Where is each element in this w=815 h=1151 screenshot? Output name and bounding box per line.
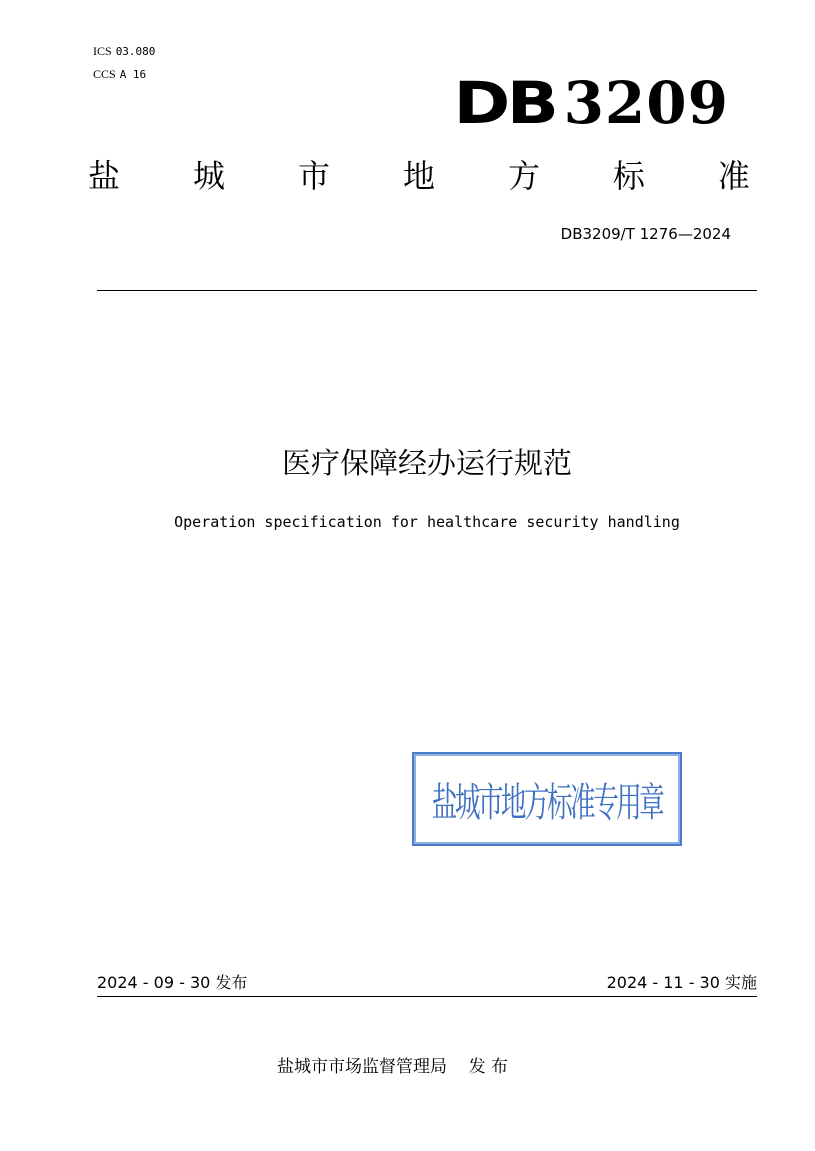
standard-type-title: [88, 156, 750, 196]
implementation-date: 2024 - 11 - 30 实施: [606, 973, 757, 992]
standard-type-char: 城: [192, 157, 225, 195]
standard-type-char: 市: [297, 157, 330, 195]
official-stamp: [412, 752, 682, 846]
standard-type-char: 盐: [88, 157, 121, 195]
issuing-authority: 盐城市市场监督管理局 发 布: [277, 1057, 509, 1077]
db-logo-number: 3209: [563, 69, 729, 137]
standard-number: DB3209/T 1276—2024: [560, 225, 731, 243]
issue-date: 2024 - 09 - 30 发布: [97, 973, 248, 992]
standard-type-char: 标: [612, 157, 645, 195]
standard-type-char: 准: [717, 157, 750, 195]
top-divider: [97, 290, 757, 291]
bottom-divider: [97, 996, 757, 997]
document-title-en: Operation specification for healthcare security handling: [174, 513, 680, 531]
ics-line: [93, 40, 155, 63]
db-logo: [453, 68, 729, 137]
ccs-code: A 16: [119, 68, 147, 81]
standard-type-char: 地: [402, 157, 435, 195]
db-logo-prefix: DB: [453, 69, 556, 137]
ics-code: 03.080: [115, 45, 156, 58]
ics-label: ICS: [93, 44, 112, 58]
stamp-text: 盐城市地方标准专用章: [431, 779, 663, 826]
ccs-line: [93, 63, 155, 86]
ccs-label: CCS: [93, 67, 116, 81]
classification-codes: [93, 40, 155, 86]
standard-type-char: 方: [507, 157, 540, 195]
document-title-cn: 医疗保障经办运行规范: [281, 446, 572, 480]
